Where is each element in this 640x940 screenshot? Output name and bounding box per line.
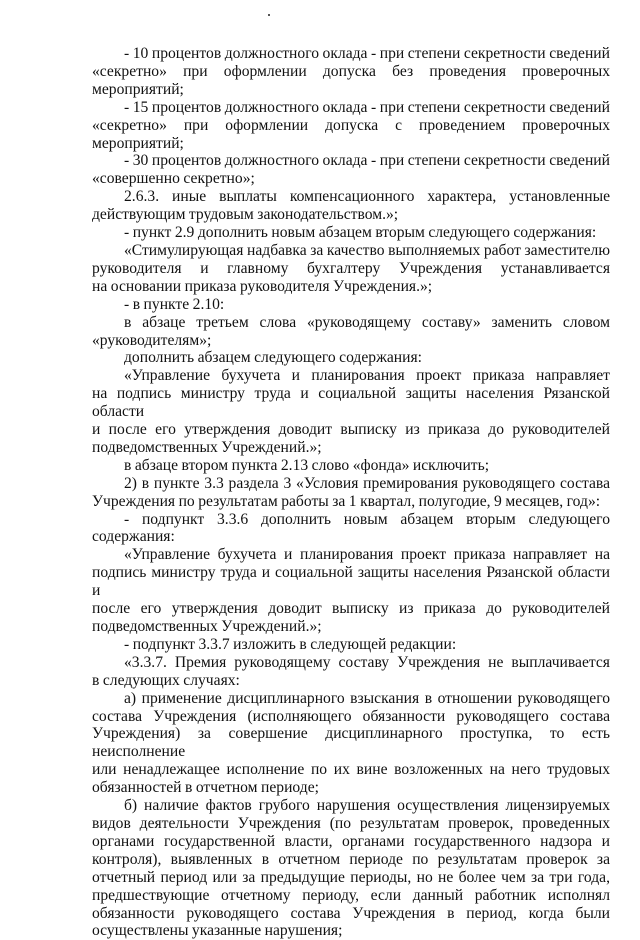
paragraph-14-line-4: подведомственных Учреждений.»; (92, 618, 322, 635)
paragraph-18-line-1: б) наличие фактов грубого нарушения осуществления лицензируемых (124, 797, 610, 815)
paragraph-17-line-2: состава Учреждения (исполняющего обязанности руководящего состава (92, 707, 610, 725)
paragraph-18-line-6: предшествующие отчетному периоду, если данный работник исполнял (92, 886, 610, 904)
paragraph-3-line-1: - 30 процентов должностного оклада - при степени секретности сведений (124, 152, 610, 170)
paragraph-10-line-2: на подпись министру труда и социальной защиты населения Рязанской области (92, 385, 610, 421)
paragraph-6-line-2: руководителя и главному бухгалтеру Учреждения устанавливается (92, 259, 610, 277)
paragraph-9-line-1: дополнить абзацем следующего содержания: (124, 349, 422, 367)
paragraph-17-line-4: или ненадлежащее исполнение по их вине возложенных на него трудовых (92, 761, 610, 779)
paragraph-18-line-7: обязанности руководящего состава Учреждения в период, когда были (92, 904, 610, 922)
paragraph-12-line-2: Учреждения по результатам работы за 1 квартал, полугодие, 9 месяцев, год»: (92, 492, 601, 510)
paragraph-3-line-2: «совершенно секретно»; (92, 170, 255, 188)
paragraph-4-line-1: 2.6.3. иные выплаты компенсационного характера, установленные (124, 188, 610, 206)
paragraph-18-line-5: отчетный период или за предыдущие периоды, но не более чем за три года, (92, 868, 610, 886)
paragraph-14-line-2: подпись министру труда и социальной защиты населения Рязанской области и (92, 564, 610, 600)
paragraph-13-line-1: - подпункт 3.3.6 дополнить новым абзацем вторым следующего (124, 510, 610, 528)
paragraph-2-line-2: «секретно» при оформлении допуска с проведением проверочных мероприятий; (92, 116, 610, 152)
paragraph-1-line-1: - 10 процентов должностного оклада - при степени секретности сведений (124, 45, 610, 62)
paragraph-4-line-2: действующим трудовым законодательством.»; (92, 206, 399, 224)
paragraph-5-line-1: - пункт 2.9 дополнить новым абзацем вторым следующего содержания: (124, 224, 597, 242)
paragraph-6-line-3: на основании приказа руководителя Учреждения.»; (92, 277, 433, 295)
paragraph-10-line-1: «Управление бухучета и планирования проект приказа направляет (124, 367, 610, 385)
document-body (92, 45, 610, 940)
paragraph-18-line-4: контроля), выявленных в отчетном периоде по результатам проверок за (92, 850, 610, 868)
paragraph-18-line-8: осуществлены указанные нарушения; (92, 922, 343, 940)
scan-dot (268, 14, 270, 16)
paragraph-14-line-1: «Управление бухучета и планирования проект приказа направляет на (124, 546, 610, 564)
paragraph-8-line-2: «руководителям»; (92, 331, 212, 349)
paragraph-14-line-3: после его утверждения доводит выписку из приказа до руководителей (92, 600, 610, 618)
paragraph-8-line-1: в абзаце третьем слова «руководящему составу» заменить словом (124, 313, 610, 331)
paragraph-17-line-3: Учреждения) за совершение дисциплинарного проступка, то есть неисполнение (92, 725, 610, 761)
paragraph-17-line-5: обязанностей в отчетном периоде; (92, 779, 319, 797)
paragraph-18-line-3: органами государственной власти, органами государственного надзора и (92, 832, 610, 850)
paragraph-11-line-1: в абзаце втором пункта 2.13 слово «фонда» исключить; (124, 456, 490, 474)
paragraph-10-line-4: подведомственных Учреждений.»; (92, 438, 322, 456)
paragraph-15-line-1: - подпункт 3.3.7 изложить в следующей редакции: (124, 635, 457, 653)
paragraph-18-line-2: видов деятельности Учреждения (по результатам проверок, проведенных (92, 814, 610, 832)
paragraph-7-line-1: - в пункте 2.10: (124, 295, 225, 313)
paragraph-16-line-2: в следующих случаях: (92, 671, 240, 689)
paragraph-13-line-2: содержания: (92, 528, 175, 546)
paragraph-1-line-2: «секретно» при оформлении допуска без проведения проверочных (92, 62, 610, 80)
paragraph-1-line-3: мероприятий; (92, 80, 184, 98)
paragraph-6-line-1: «Стимулирующая надбавка за качество выполняемых работ заместителю (124, 241, 610, 259)
paragraph-17-line-1: а) применение дисциплинарного взыскания в отношении руководящего (124, 689, 610, 707)
paragraph-16-line-1: «3.3.7. Премия руководящему составу Учреждения не выплачивается (124, 653, 610, 671)
paragraph-10-line-3: и после его утверждения доводит выписку из приказа до руководителей (92, 421, 610, 439)
paragraph-12-line-1: 2) в пункте 3.3 раздела 3 «Условия премирования руководящего состава (124, 474, 610, 492)
paragraph-2-line-1: - 15 процентов должностного оклада - при степени секретности сведений (124, 98, 610, 116)
